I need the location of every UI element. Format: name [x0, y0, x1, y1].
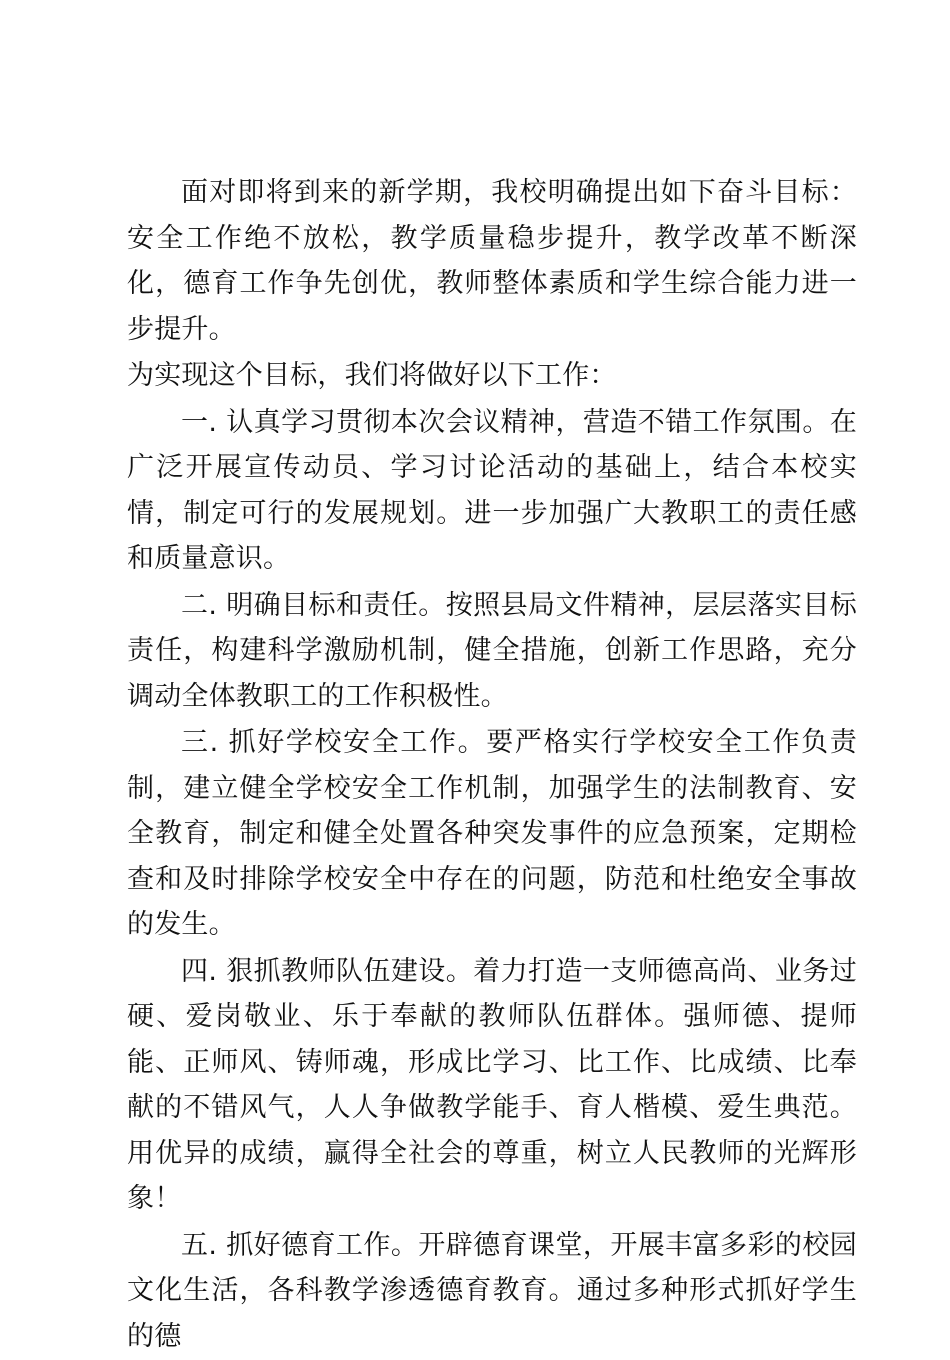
paragraph-intro: 面对即将到来的新学期，我校明确提出如下奋斗目标：安全工作绝不放松，教学质量稳步提升，教学改革不断深化，德育工作争先创优，教师整体素质和学生综合能力进一步提升。: [127, 177, 857, 345]
document-body: [127, 170, 857, 1360]
paragraph-item-1: 一. 认真学习贯彻本次会议精神，营造不错工作氛围。在广泛开展宣传动员、学习讨论活动的基础上，结合本校实情，制定可行的发展规划。进一步加强广大教职工的责任感和质量意识。: [127, 406, 857, 574]
paragraph-item-5: 五. 抓好德育工作。开辟德育课堂，开展丰富多彩的校园文化生活，各科教学渗透德育教育。通过多种形式抓好学生的德: [127, 1229, 857, 1352]
paragraph-lead-in: 为实现这个目标，我们将做好以下工作：: [127, 360, 617, 391]
paragraph-item-3: 三. 抓好学校安全工作。要严格实行学校安全工作负责制，建立健全学校安全工作机制，加强学生的法制教育、安全教育，制定和健全处置各种突发事件的应急预案，定期检查和及时排除学校安全中存在的问题，防范和杜绝安全事故的发生。: [127, 727, 857, 940]
paragraph-item-4: 四. 狠抓教师队伍建设。着力打造一支师德高尚、业务过硬、爱岗敬业、乐于奉献的教师队伍群体。强师德、提师能、正师风、铸师魂，形成比学习、比工作、比成绩、比奉献的不错风气，人人争做教学能手、育人楷模、爱生典范。用优异的成绩，赢得全社会的尊重，树立人民教师的光辉形象！: [127, 955, 857, 1214]
paragraph-item-2: 二. 明确目标和责任。按照县局文件精神，层层落实目标责任，构建科学激励机制，健全措施，创新工作思路，充分调动全体教职工的工作积极性。: [127, 589, 857, 712]
